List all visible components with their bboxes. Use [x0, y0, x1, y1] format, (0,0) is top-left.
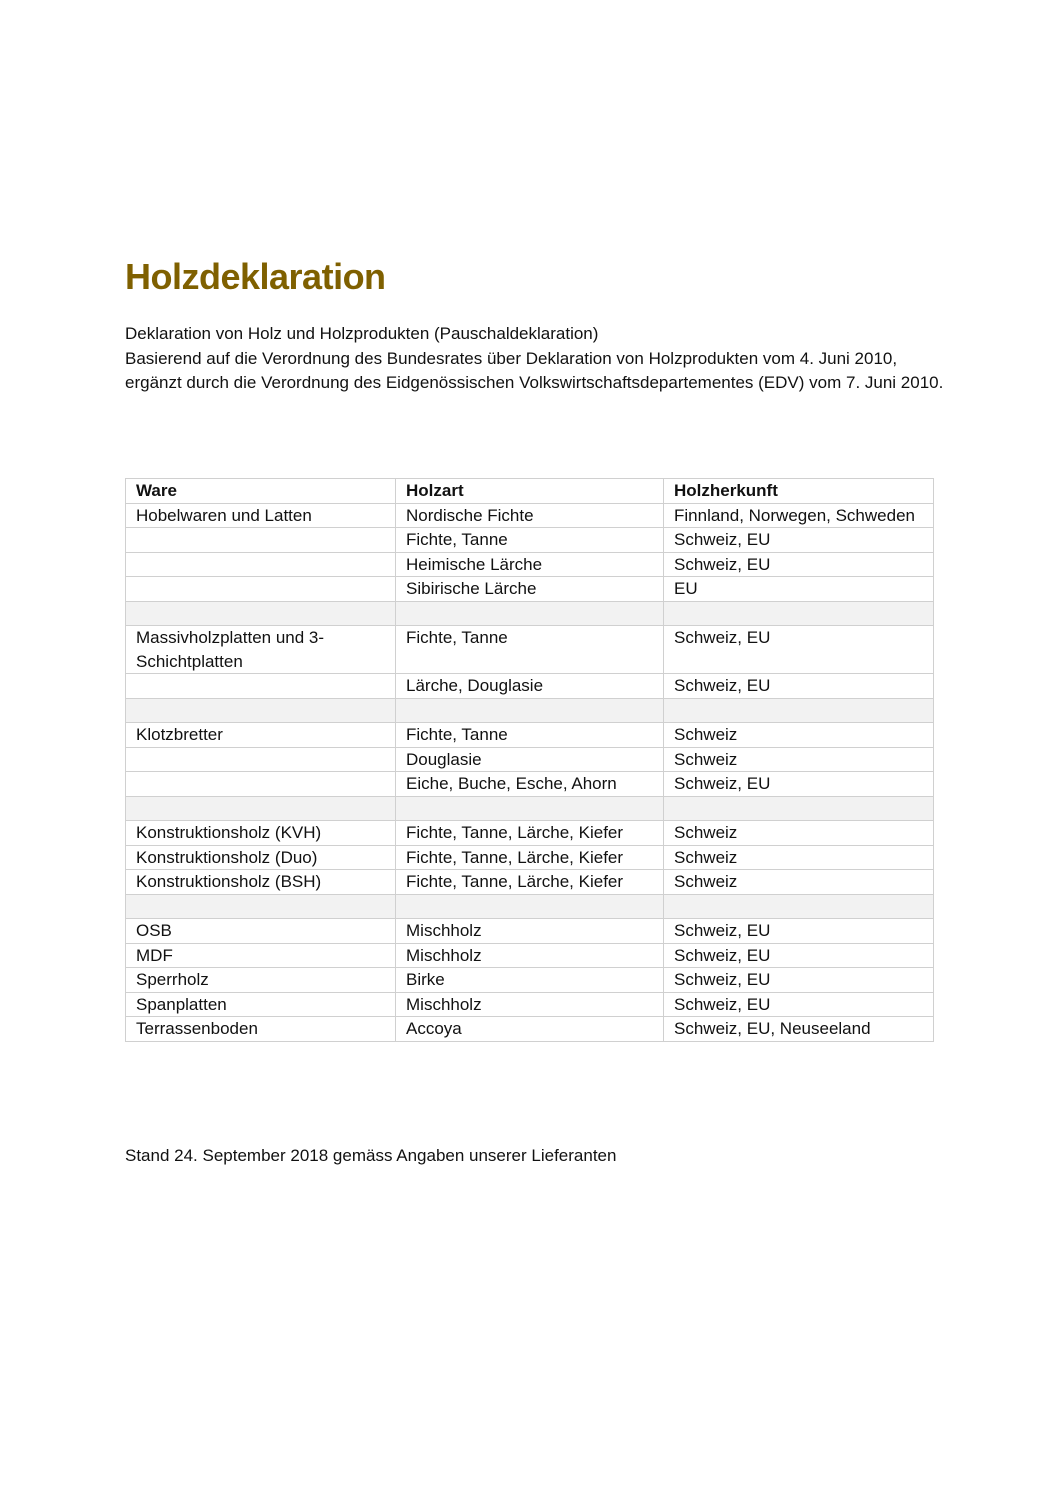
- spacer-cell: [396, 894, 664, 919]
- cell-ware: Terrassenboden: [126, 1017, 396, 1042]
- cell-holzherkunft: Schweiz: [664, 821, 934, 846]
- cell-ware: Klotzbretter: [126, 723, 396, 748]
- cell-holzart: Nordische Fichte: [396, 503, 664, 528]
- cell-ware: MDF: [126, 943, 396, 968]
- table-row: [126, 528, 934, 553]
- cell-holzart: Accoya: [396, 1017, 664, 1042]
- cell-holzherkunft: Schweiz: [664, 747, 934, 772]
- cell-ware: Spanplatten: [126, 992, 396, 1017]
- header-ware: Ware: [126, 479, 396, 504]
- table-row: [126, 772, 934, 797]
- cell-ware: [126, 674, 396, 699]
- cell-holzherkunft: Schweiz, EU: [664, 626, 934, 674]
- cell-holzart: Heimische Lärche: [396, 552, 664, 577]
- cell-holzart: Douglasie: [396, 747, 664, 772]
- cell-ware: [126, 528, 396, 553]
- cell-ware: Sperrholz: [126, 968, 396, 993]
- cell-holzherkunft: Schweiz: [664, 845, 934, 870]
- table-header-row: [126, 479, 934, 504]
- cell-holzherkunft: Schweiz: [664, 723, 934, 748]
- cell-ware: OSB: [126, 919, 396, 944]
- cell-holzart: Mischholz: [396, 992, 664, 1017]
- footer-note: Stand 24. September 2018 gemäss Angaben unserer Lieferanten: [125, 1146, 617, 1165]
- cell-holzherkunft: Schweiz, EU: [664, 968, 934, 993]
- table-row: [126, 919, 934, 944]
- header-holzherkunft: Holzherkunft: [664, 479, 934, 504]
- cell-holzherkunft: Schweiz: [664, 870, 934, 895]
- cell-holzart: Birke: [396, 968, 664, 993]
- cell-holzherkunft: Schweiz, EU, Neuseeland: [664, 1017, 934, 1042]
- table-row: [126, 943, 934, 968]
- intro-subtitle: Deklaration von Holz und Holzprodukten (Pauschaldeklaration): [125, 324, 599, 343]
- table-spacer-row: [126, 601, 934, 626]
- cell-holzherkunft: Schweiz, EU: [664, 674, 934, 699]
- cell-holzherkunft: Schweiz, EU: [664, 552, 934, 577]
- cell-holzherkunft: EU: [664, 577, 934, 602]
- cell-holzart: Sibirische Lärche: [396, 577, 664, 602]
- cell-holzart: Fichte, Tanne: [396, 626, 664, 674]
- spacer-cell: [396, 796, 664, 821]
- table-row: [126, 723, 934, 748]
- cell-ware: Hobelwaren und Latten: [126, 503, 396, 528]
- table-row: [126, 674, 934, 699]
- cell-holzart: Fichte, Tanne, Lärche, Kiefer: [396, 845, 664, 870]
- cell-holzherkunft: Schweiz, EU: [664, 919, 934, 944]
- cell-ware: Konstruktionsholz (BSH): [126, 870, 396, 895]
- header-holzart: Holzart: [396, 479, 664, 504]
- cell-ware: [126, 772, 396, 797]
- cell-holzart: Fichte, Tanne, Lärche, Kiefer: [396, 821, 664, 846]
- table-row: [126, 821, 934, 846]
- table-row: [126, 1017, 934, 1042]
- table-spacer-row: [126, 698, 934, 723]
- intro-text: [125, 322, 945, 396]
- table-spacer-row: [126, 796, 934, 821]
- spacer-cell: [396, 698, 664, 723]
- spacer-cell: [126, 698, 396, 723]
- cell-holzherkunft: Schweiz, EU: [664, 992, 934, 1017]
- spacer-cell: [396, 601, 664, 626]
- cell-holzart: Eiche, Buche, Esche, Ahorn: [396, 772, 664, 797]
- cell-ware: [126, 552, 396, 577]
- cell-ware: Konstruktionsholz (KVH): [126, 821, 396, 846]
- table-row: [126, 870, 934, 895]
- table-spacer-row: [126, 894, 934, 919]
- table-row: [126, 577, 934, 602]
- cell-holzherkunft: Schweiz, EU: [664, 528, 934, 553]
- spacer-cell: [664, 894, 934, 919]
- spacer-cell: [664, 698, 934, 723]
- cell-holzart: Fichte, Tanne, Lärche, Kiefer: [396, 870, 664, 895]
- wood-declaration-table: [125, 478, 934, 1042]
- cell-ware: [126, 577, 396, 602]
- cell-ware: Konstruktionsholz (Duo): [126, 845, 396, 870]
- spacer-cell: [126, 894, 396, 919]
- spacer-cell: [664, 796, 934, 821]
- table-row: [126, 626, 934, 674]
- cell-holzart: Fichte, Tanne: [396, 723, 664, 748]
- spacer-cell: [126, 601, 396, 626]
- intro-legal-basis: Basierend auf die Verordnung des Bundesrates über Deklaration von Holzprodukten vom 4. Juni 2010, ergänzt durch die Verordnung des Eidgenössischen Volkswirtschaftsdepartementes (EDV) vom 7. Juni 2010.: [125, 348, 944, 392]
- spacer-cell: [126, 796, 396, 821]
- page-title: Holzdeklaration: [125, 256, 386, 297]
- table-row: [126, 503, 934, 528]
- spacer-cell: [664, 601, 934, 626]
- cell-ware: Massivholzplatten und 3-Schichtplatten: [126, 626, 396, 674]
- cell-holzherkunft: Schweiz, EU: [664, 772, 934, 797]
- cell-holzart: Lärche, Douglasie: [396, 674, 664, 699]
- cell-holzherkunft: Finnland, Norwegen, Schweden: [664, 503, 934, 528]
- cell-holzart: Fichte, Tanne: [396, 528, 664, 553]
- cell-holzherkunft: Schweiz, EU: [664, 943, 934, 968]
- cell-ware: [126, 747, 396, 772]
- table-row: [126, 968, 934, 993]
- cell-holzart: Mischholz: [396, 943, 664, 968]
- cell-holzart: Mischholz: [396, 919, 664, 944]
- table-row: [126, 747, 934, 772]
- table-body: [126, 503, 934, 1041]
- table-row: [126, 552, 934, 577]
- table-row: [126, 845, 934, 870]
- table-row: [126, 992, 934, 1017]
